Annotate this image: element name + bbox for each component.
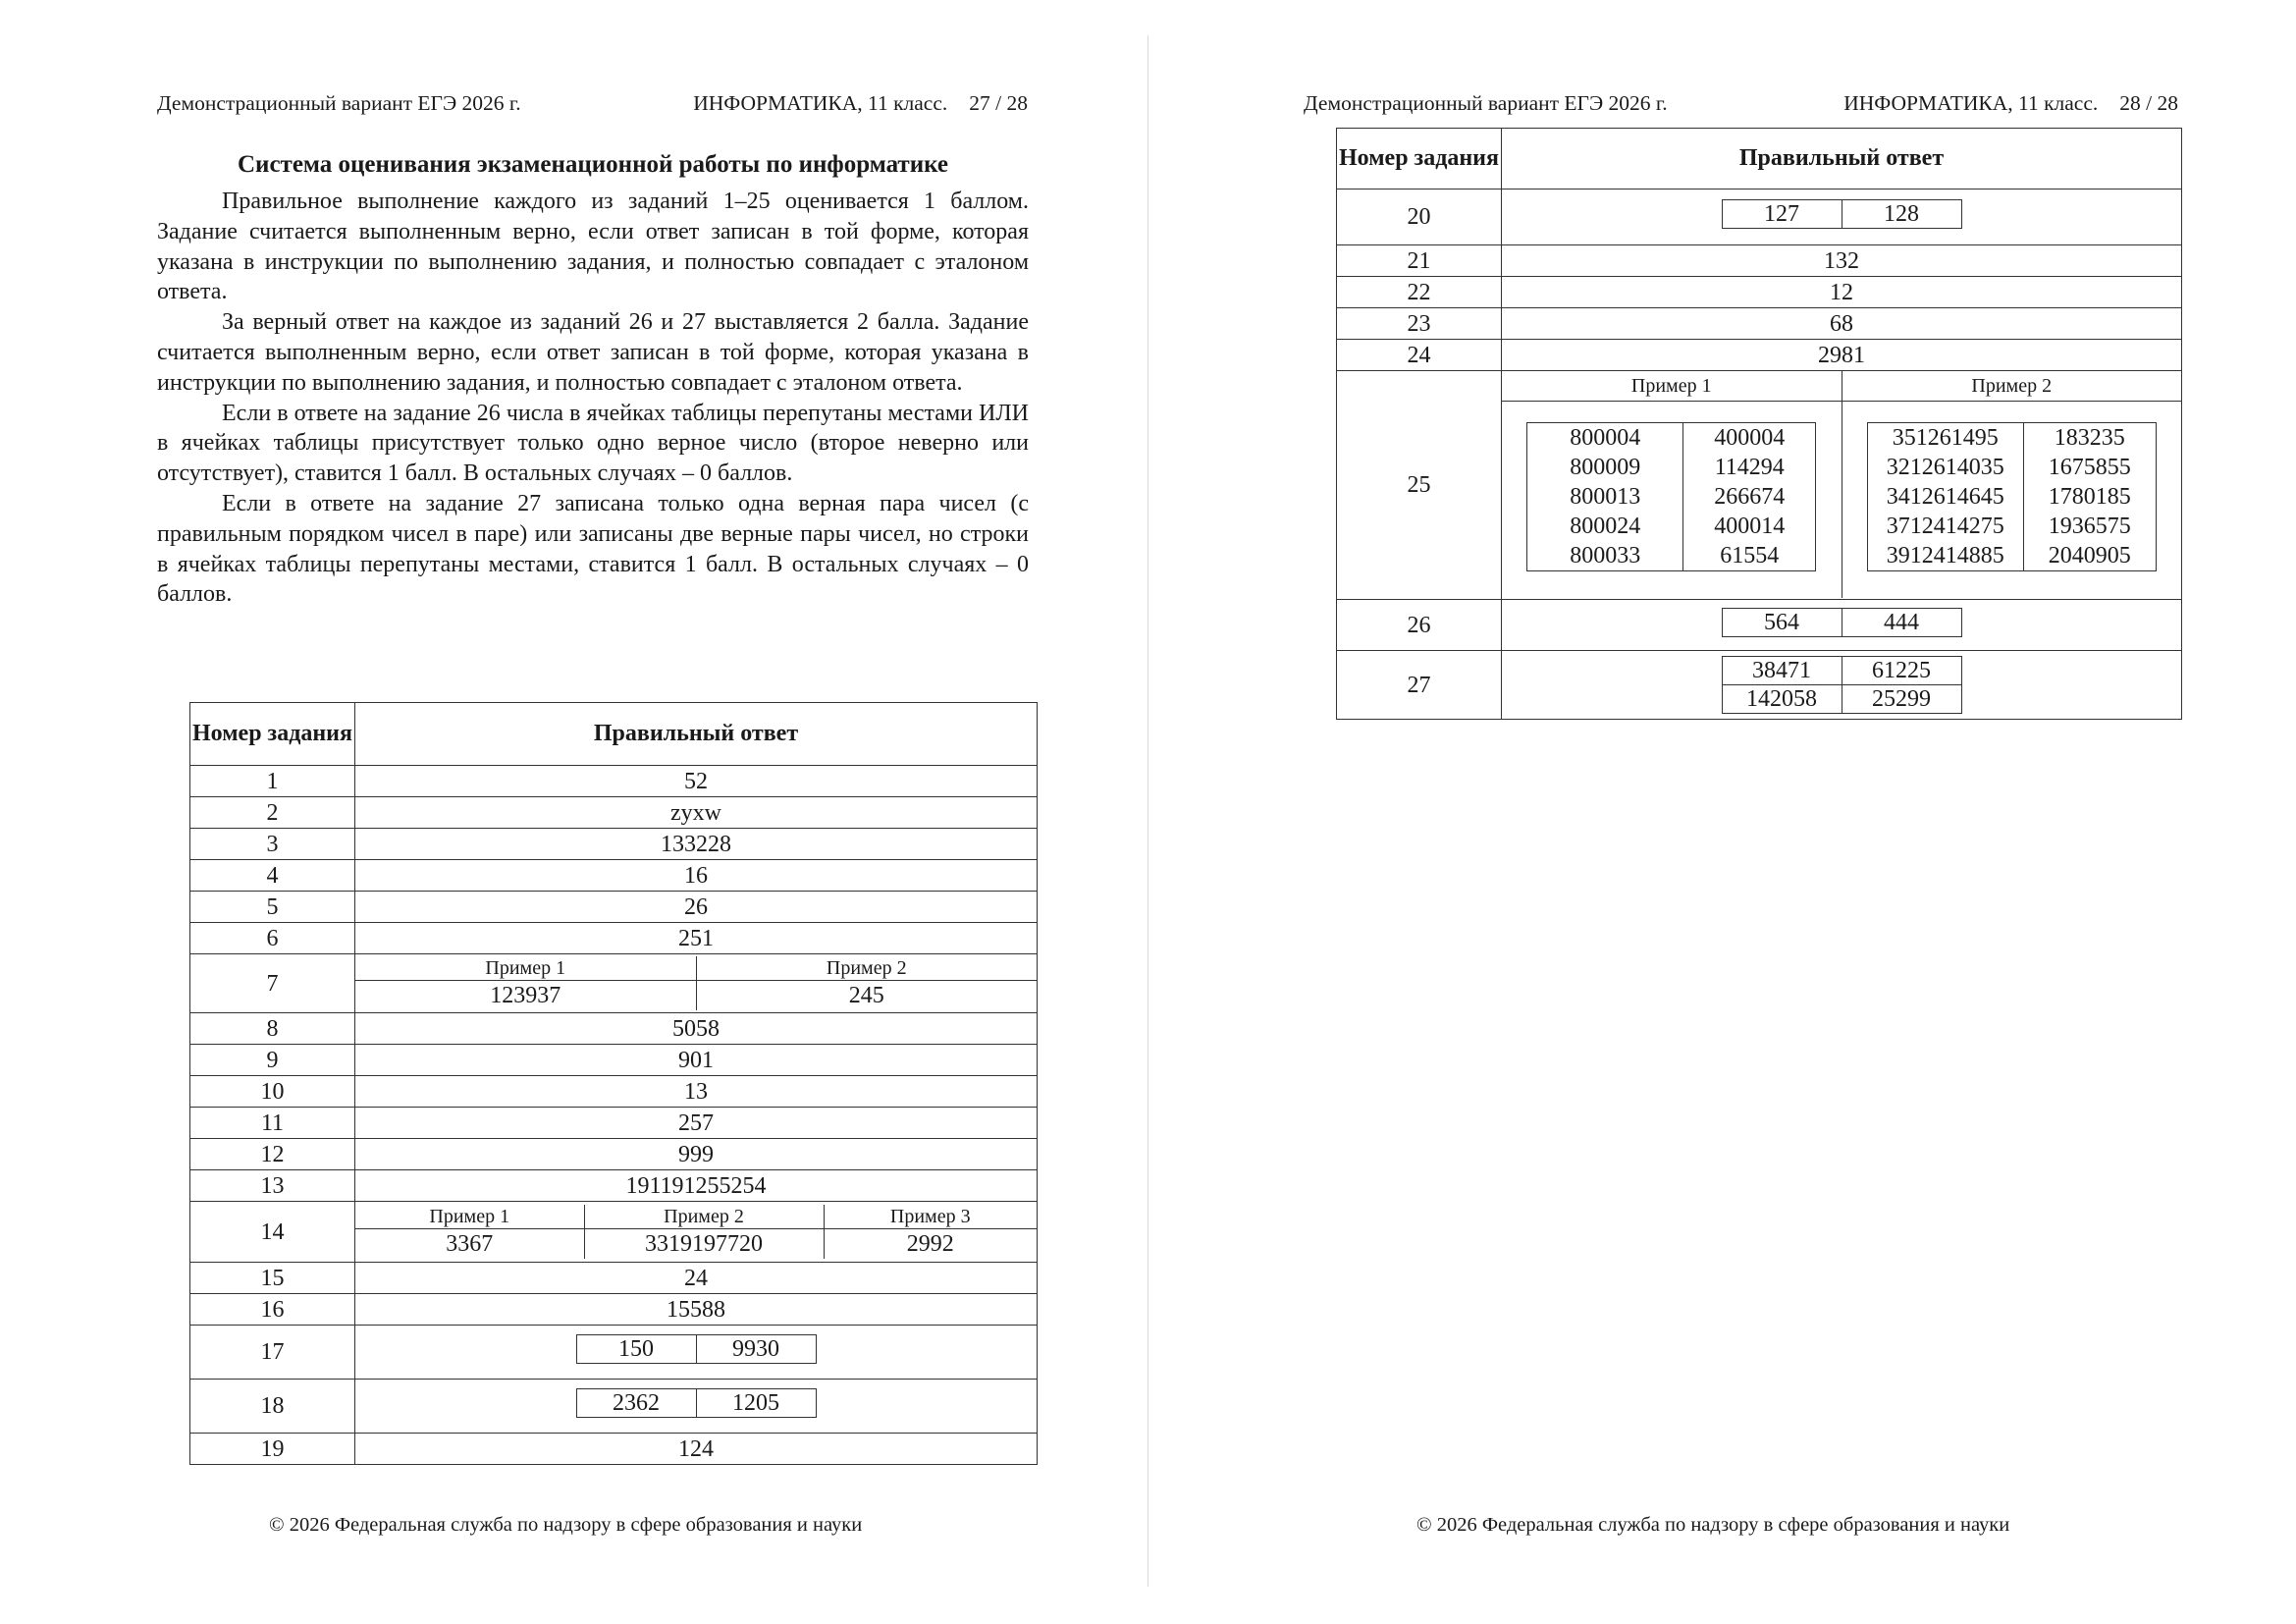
- task-number: 8: [190, 1013, 355, 1045]
- answer-cell: 24: [355, 1263, 1038, 1294]
- task-number: 14: [190, 1202, 355, 1263]
- examples-table: [1502, 371, 2181, 598]
- example-1-grid-cell: [1502, 402, 1842, 598]
- grid-value: 400014: [1714, 513, 1786, 539]
- grid-value: 400004: [1714, 424, 1786, 451]
- table-row: [190, 766, 1038, 797]
- page-header-right: [1843, 90, 2178, 116]
- pair-value: 61225: [1842, 657, 1961, 685]
- table-row: [190, 1013, 1038, 1045]
- task-number: 18: [190, 1380, 355, 1434]
- pair-value: 38471: [1722, 657, 1842, 685]
- example-label: Пример 2: [1842, 371, 2181, 402]
- table-row: [190, 1326, 1038, 1380]
- task-number: 22: [1337, 277, 1502, 308]
- example-label: Пример 3: [824, 1205, 1037, 1229]
- answer-cell: 999: [355, 1139, 1038, 1170]
- table-row: [190, 1202, 1038, 1263]
- answer-cell: 132: [1502, 245, 2182, 277]
- example-label: Пример 1: [355, 956, 696, 981]
- table-row: [190, 1139, 1038, 1170]
- answer-cell: 257: [355, 1108, 1038, 1139]
- grid-value: 1780185: [2048, 483, 2131, 510]
- answer-cell-pairs: [1502, 651, 2182, 720]
- answer-cell-pair: [1502, 600, 2182, 651]
- example-value: 3319197720: [584, 1229, 824, 1260]
- page-footer: © 2026 Федеральная служба по надзору в сфере образования и науки: [269, 1514, 863, 1536]
- examples-table: [355, 956, 1037, 1010]
- grid-value: 3912414885: [1886, 542, 2004, 568]
- table-row: [190, 1380, 1038, 1434]
- subject-label: ИНФОРМАТИКА, 11 класс.: [693, 91, 948, 115]
- pair-value: 150: [576, 1335, 696, 1364]
- examples-table: [355, 1205, 1037, 1259]
- grading-text: [157, 187, 1029, 610]
- paragraph: За верный ответ на каждое из заданий 26 и 27 выставляется 2 балла. Задание считается выполненным верно, если ответ записан в той форме, которая указана в инструкции по выполнению задания, и полностью совпадает с эталоном ответа.: [157, 309, 1029, 396]
- subject-label: ИНФОРМАТИКА, 11 класс.: [1843, 91, 2099, 115]
- example-value: 3367: [446, 1231, 494, 1257]
- table-row: [190, 1045, 1038, 1076]
- answer-pair: [576, 1334, 817, 1364]
- page-number: 27 / 28: [969, 91, 1028, 115]
- answer-cell-pair: [355, 1326, 1038, 1380]
- task-number: 5: [190, 892, 355, 923]
- grid-value: 1675855: [2048, 454, 2131, 480]
- grid-value: 800004: [1570, 424, 1641, 451]
- table-header-row: [190, 703, 1038, 766]
- answer-table-right: [1336, 128, 2182, 720]
- answer-cell: 5058: [355, 1013, 1038, 1045]
- task-number: 25: [1337, 371, 1502, 600]
- table-row: [190, 1170, 1038, 1202]
- table-row: [190, 797, 1038, 829]
- task-number: 9: [190, 1045, 355, 1076]
- example-label: Пример 1: [355, 1205, 584, 1229]
- task-number: 1: [190, 766, 355, 797]
- grid-value: 351261495: [1892, 424, 1999, 451]
- answer-pairs-grid: [1722, 656, 1962, 714]
- answer-pair: [576, 1388, 817, 1418]
- grid-column: [2023, 422, 2156, 570]
- table-row: [190, 860, 1038, 892]
- answer-cell: 52: [355, 766, 1038, 797]
- answer-pair: [1722, 199, 1962, 229]
- table-row: [1337, 651, 2182, 720]
- answer-cell-pair: [1502, 189, 2182, 245]
- example-label: Пример 2: [584, 1205, 824, 1229]
- table-row: [190, 1108, 1038, 1139]
- grid-value: 183235: [2054, 424, 2125, 451]
- answer-cell: 901: [355, 1045, 1038, 1076]
- paragraph: Правильное выполнение каждого из заданий 1–25 оценивается 1 баллом. Задание считается выполненным верно, если ответ записан в той форме, которая указана в инструкции по выполнению задания, и полностью совпадает с эталоном ответа.: [157, 189, 1029, 305]
- grid-value: 3712414275: [1886, 513, 2004, 539]
- task-number: 10: [190, 1076, 355, 1108]
- grid-value: 61554: [1720, 542, 1780, 568]
- task-number: 6: [190, 923, 355, 954]
- example-2-grid-cell: [1842, 402, 2181, 598]
- task-number: 17: [190, 1326, 355, 1380]
- task-number: 16: [190, 1294, 355, 1326]
- answer-cell: 191191255254: [355, 1170, 1038, 1202]
- task-number: 12: [190, 1139, 355, 1170]
- answer-table-left: [189, 702, 1038, 1465]
- grid-value: 1936575: [2048, 513, 2131, 539]
- grid-value: 3212614035: [1886, 454, 2004, 480]
- task-number: 20: [1337, 189, 1502, 245]
- document-title: Система оценивания экзаменационной работы по информатике: [237, 151, 948, 178]
- task-number: 4: [190, 860, 355, 892]
- pair-value: 444: [1842, 608, 1961, 636]
- answer-cell: 68: [1502, 308, 2182, 340]
- pair-value: 1205: [696, 1389, 816, 1418]
- table-row: [190, 954, 1038, 1013]
- answer-cell-examples: [355, 1202, 1038, 1263]
- col-header-answer: Правильный ответ: [355, 703, 1038, 766]
- answer-cell: 251: [355, 923, 1038, 954]
- task-number: 3: [190, 829, 355, 860]
- table-row: [190, 1263, 1038, 1294]
- answer-cell: 124: [355, 1434, 1038, 1465]
- grid-value: 800033: [1570, 542, 1641, 568]
- table-row: [190, 1434, 1038, 1465]
- page-footer: © 2026 Федеральная служба по надзору в сфере образования и науки: [1416, 1514, 2010, 1536]
- answer-cell: 13: [355, 1076, 1038, 1108]
- task-number: 26: [1337, 600, 1502, 651]
- grid-value: 3412614645: [1886, 483, 2004, 510]
- col-header-answer: Правильный ответ: [1502, 129, 2182, 189]
- pair-value: 142058: [1722, 685, 1842, 714]
- table-row: [1337, 277, 2182, 308]
- table-row: [1337, 600, 2182, 651]
- table-row: [190, 923, 1038, 954]
- example-value: 2992: [824, 1229, 1037, 1260]
- grid-column: [1867, 422, 2023, 570]
- task-number: 19: [190, 1434, 355, 1465]
- task-number: 23: [1337, 308, 1502, 340]
- page-header-left: Демонстрационный вариант ЕГЭ 2026 г.: [1304, 91, 1668, 115]
- task-number: 13: [190, 1170, 355, 1202]
- table-row: [1337, 371, 2182, 600]
- grid-value: 2040905: [2048, 542, 2131, 568]
- table-row: [1337, 189, 2182, 245]
- example-1-grid: [1526, 422, 1816, 571]
- table-row: [190, 892, 1038, 923]
- task-number: 15: [190, 1263, 355, 1294]
- answer-pair: [1722, 608, 1962, 637]
- pair-value: 9930: [696, 1335, 816, 1364]
- task-number: 7: [190, 954, 355, 1013]
- answer-cell: 12: [1502, 277, 2182, 308]
- pair-value: 127: [1722, 200, 1842, 229]
- grid-value: 266674: [1714, 483, 1786, 510]
- col-header-task: Номер задания: [190, 703, 355, 766]
- table-row: [1337, 308, 2182, 340]
- example-value: 123937: [490, 983, 561, 1008]
- table-row: [190, 1294, 1038, 1326]
- task-number: 27: [1337, 651, 1502, 720]
- answer-cell: 133228: [355, 829, 1038, 860]
- task-number: 24: [1337, 340, 1502, 371]
- page-number: 28 / 28: [2119, 91, 2178, 115]
- paragraph: Если в ответе на задание 27 записана только одна верная пара чисел (с правильным порядком чисел в паре) или записаны две верные пары чисел, но строки в ячейках таблицы перепутаны местами, ставится 1 балл. В остальных случаях – 0 баллов.: [157, 490, 1029, 608]
- answer-cell: 16: [355, 860, 1038, 892]
- paragraph: Если в ответе на задание 26 числа в ячейках таблицы перепутаны местами ИЛИ в ячейках таблицы присутствует только одно верное число (второе неверно или отсутствует), ставится 1 балл. В остальных случаях – 0 баллов.: [157, 400, 1029, 487]
- col-header-task: Номер задания: [1337, 129, 1502, 189]
- page-28: [1148, 0, 2296, 1624]
- answer-cell: zyxw: [355, 797, 1038, 829]
- answer-cell: 26: [355, 892, 1038, 923]
- example-label: Пример 2: [696, 956, 1037, 981]
- answer-cell-examples: [355, 954, 1038, 1013]
- grid-column: [1527, 422, 1683, 570]
- answer-cell: 15588: [355, 1294, 1038, 1326]
- grid-value: 800013: [1570, 483, 1641, 510]
- answer-cell: 2981: [1502, 340, 2182, 371]
- table-row: [190, 1076, 1038, 1108]
- answer-cell-pair: [355, 1380, 1038, 1434]
- pair-value: 128: [1842, 200, 1961, 229]
- task-number: 21: [1337, 245, 1502, 277]
- example-2-grid: [1867, 422, 2157, 571]
- table-row: [1337, 340, 2182, 371]
- page-header-left: Демонстрационный вариант ЕГЭ 2026 г.: [157, 91, 521, 115]
- grid-column: [1683, 422, 1816, 570]
- task-number: 11: [190, 1108, 355, 1139]
- grid-value: 800009: [1570, 454, 1641, 480]
- table-header-row: [1337, 129, 2182, 189]
- table-row: [1337, 245, 2182, 277]
- pair-value: 564: [1722, 608, 1842, 636]
- pair-value: 2362: [576, 1389, 696, 1418]
- page-header-right: [693, 90, 1028, 116]
- example-label: Пример 1: [1502, 371, 1842, 402]
- table-row: [190, 829, 1038, 860]
- task-number: 2: [190, 797, 355, 829]
- answer-cell-examples: [1502, 371, 2182, 600]
- grid-value: 800024: [1570, 513, 1641, 539]
- pair-value: 25299: [1842, 685, 1961, 714]
- example-value: 245: [696, 981, 1037, 1011]
- grid-value: 114294: [1714, 454, 1785, 480]
